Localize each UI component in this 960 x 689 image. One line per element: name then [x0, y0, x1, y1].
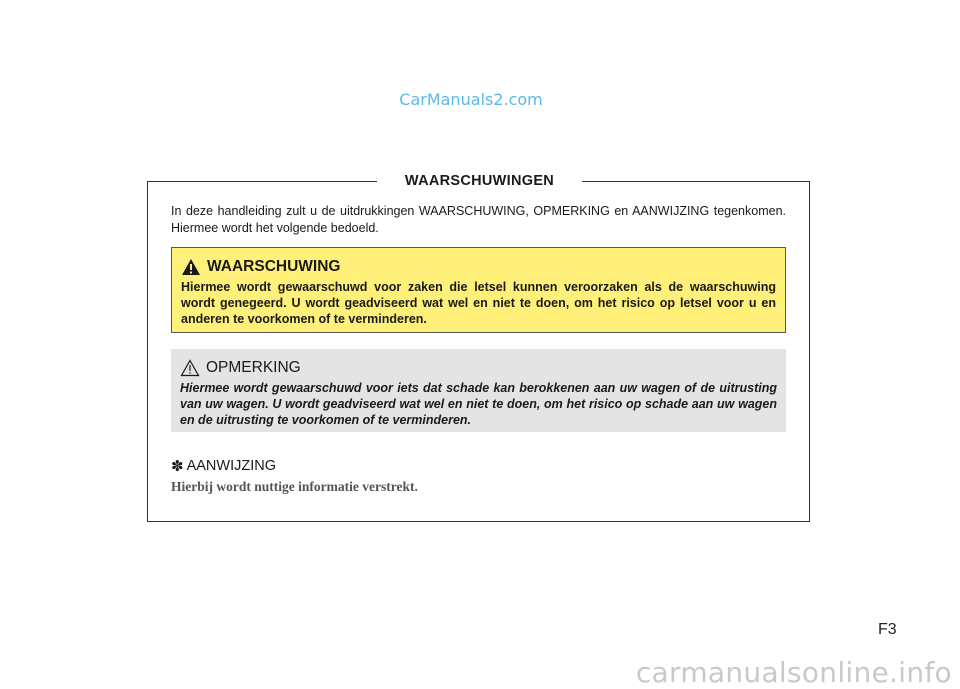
asterisk-icon: ✽ [171, 458, 184, 475]
warning-text: Hiermee wordt gewaarschuwd voor zaken die letsel kunnen veroorzaken als de waarschuwing wordt genegeerd. U wordt geadviseerd wat wel en niet te doen, om het risico op letsel voor u en anderen te voorkomen of te verminderen. [181, 280, 776, 326]
note-box [171, 349, 786, 432]
hint-header [171, 457, 276, 475]
top-watermark: CarManuals2.com [399, 90, 543, 109]
hint-text: Hierbij wordt nuttige informatie verstrekt. [171, 479, 418, 494]
section-title: WAARSCHUWINGEN [377, 170, 582, 192]
page-number: F3 [878, 621, 897, 638]
warning-triangle-filled-icon [181, 258, 201, 276]
note-title: OPMERKING [206, 359, 301, 376]
note-header [180, 357, 777, 379]
warning-header [181, 256, 776, 278]
warning-triangle-outline-icon [180, 359, 200, 377]
warning-title: WAARSCHUWING [207, 258, 341, 275]
warning-box [171, 247, 786, 333]
bottom-watermark: carmanualsonline.info [635, 656, 952, 689]
note-text: Hiermee wordt gewaarschuwd voor iets dat schade kan berokkenen aan uw wagen of de uitrusting van uw wagen. U wordt geadviseerd wat wel en niet te doen, om het risico op schade aan uw wagen en de uitrusting te voorkomen of te verminderen. [180, 381, 777, 427]
hint-title: AANWIJZING [186, 458, 276, 474]
intro-paragraph: In deze handleiding zult u de uitdrukkingen WAARSCHUWING, OPMERKING en AANWIJZING tegenkomen. Hiermee wordt het volgende bedoeld. [171, 204, 786, 235]
